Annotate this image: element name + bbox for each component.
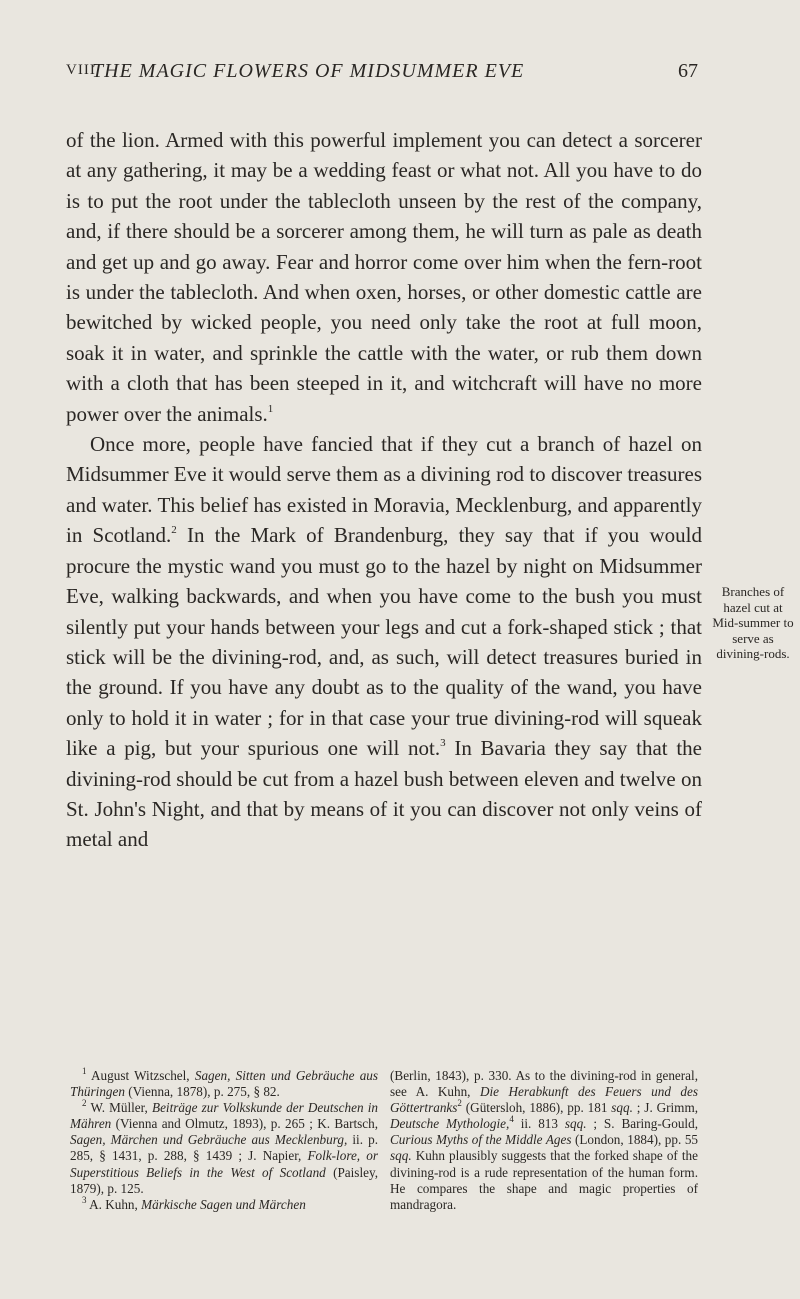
footnote-3-continued [390, 1068, 698, 1213]
footnote-3-text: A. Kuhn, [89, 1196, 142, 1212]
footnote-3-text-2: (Berlin, 1843), p. 330. As to the divining-rod in general, see A. Kuhn, [390, 1068, 698, 1100]
chapter-number: VIII [66, 62, 96, 78]
paragraph-2-text-a: Once more, people have fancied that if they cut a branch of hazel on Midsummer Eve it would serve them as a divining rod to discover treasures and water. This belief has existed in Moravia, Mecklenburg, and apparently in Scotland. [66, 432, 702, 548]
footnote-2-title-3: Folk-lore, or Superstitious Beliefs in the West of Scotland [70, 1148, 378, 1180]
footnote-3-text-4: ; J. Grimm, [632, 1100, 698, 1116]
footnote-1-number: 1 [82, 1066, 87, 1076]
footnote-3-start [70, 1194, 378, 1213]
footnote-3-edition-4: 4 [509, 1114, 514, 1125]
paragraph-2 [66, 429, 702, 855]
footnote-3-title-4: Deutsche Mythologie, [390, 1116, 510, 1132]
footnotes-right-column [390, 1068, 698, 1213]
footnote-3-text-3: (Gütersloh, 1886), pp. 181 [461, 1100, 612, 1116]
footnote-2-text-3: ii. p. 285, § 1431, p. 288, § 1439 ; J. Napier, [70, 1132, 378, 1164]
footnote-2-text-2: (Vienna and Olmutz, 1893), p. 265 ; K. Bartsch, [111, 1116, 378, 1132]
page-number: 67 [678, 60, 698, 82]
footnote-2-title-1: Beiträge zur Volkskunde der Deutschen in Mähren [70, 1100, 379, 1132]
footnote-2-title-2: Sagen, Märchen und Gebräuche aus Mecklenburg, [70, 1132, 348, 1148]
footnote-1 [70, 1068, 378, 1100]
footnote-3-edition-2: 2 [457, 1098, 462, 1109]
footnote-2-number: 2 [82, 1098, 87, 1109]
footnote-3-title-2: Die Herabkunft des Feuers und des Göttertranks [390, 1084, 698, 1116]
footnote-2 [70, 1100, 378, 1197]
footnote-3-sqq-2: sqq. [564, 1116, 587, 1132]
paragraph-1-text: of the lion. Armed with this powerful implement you can detect a sorcerer at any gathering, it may be a wedding feast or what not. All you have to do is to put the root under the tablecloth unseen by the rest of the company, and, if there should be a sorcerer among them, he will turn as pale as death and get up and go away. Fear and horror come over him when the fern-root is under the tablecloth. And when oxen, horses, or other domestic cattle are bewitched by wicked people, you need only take the root at full moon, soak it in water, and sprinkle the cattle with the water, or rub them down with a cloth that has been steeped in it, and witchcraft will have no more power over the animals. [66, 128, 702, 426]
footnote-3-title-6: Curious Myths of the Middle Ages [390, 1132, 572, 1148]
footnote-1-text-end: (Vienna, 1878), p. 275, § 82. [124, 1084, 280, 1100]
paragraph-2-text-b: In the Mark of Brandenburg, they say that if you would procure the mystic wand you must go to the hazel by night on Midsummer Eve, walking backwards, and when you have come to the bush you must silently put your hands between your legs and cut a fork-shaped stick ; that stick will be the divining-rod, and, as such, will detect treasures buried in the ground. If you have any doubt as to the quality of the wand, you have only to hold it in water ; for in that case your true divining-rod will squeak like a pig, but your spurious one will not. [66, 523, 703, 761]
footnote-2-text-4: (Paisley, 1879), p. 125. [70, 1164, 378, 1196]
footnote-ref-2: 2 [171, 524, 177, 537]
paragraph-1 [66, 125, 702, 429]
footnote-3-text-8: Kuhn plausibly suggests that the forked shape of the divining-rod is a rude representation of the human form. He compares the shape and magic properties of mandragora. [390, 1148, 698, 1212]
footnote-3-text-5: ii. 813 [513, 1116, 565, 1132]
footnote-1-title: Sagen, Sitten und Gebräuche aus Thüringen [70, 1068, 379, 1100]
footnote-ref-1: 1 [267, 402, 274, 415]
margin-note: Branches of hazel cut at Mid-summer to serve as divining-rods. [712, 584, 794, 662]
footnote-3-title-1: Märkische Sagen und Märchen [141, 1196, 306, 1212]
paragraph-2-text-c: In Bavaria they say that the divining-rod should be cut from a hazel bush between eleven and twelve on St. John's Night, and that by means of it you can discover not only veins of metal and [66, 736, 702, 852]
footnote-3-sqq-3: sqq. [390, 1148, 412, 1164]
running-header [66, 62, 698, 90]
footnote-3-text-6: ; S. Baring-Gould, [586, 1116, 698, 1132]
footnote-3-number: 3 [82, 1194, 87, 1205]
footnote-1-text: August Witzschel, [91, 1068, 195, 1083]
main-text [66, 125, 702, 855]
footnote-2-text: W. Müller, [90, 1100, 153, 1116]
running-title: THE MAGIC FLOWERS OF MIDSUMMER EVE [92, 60, 525, 82]
footnote-3-sqq-1: sqq. [611, 1100, 633, 1116]
footnote-3-text-7: (London, 1884), pp. 55 [571, 1132, 699, 1148]
footnotes-left-column [70, 1068, 378, 1213]
footnote-ref-3: 3 [440, 737, 446, 750]
